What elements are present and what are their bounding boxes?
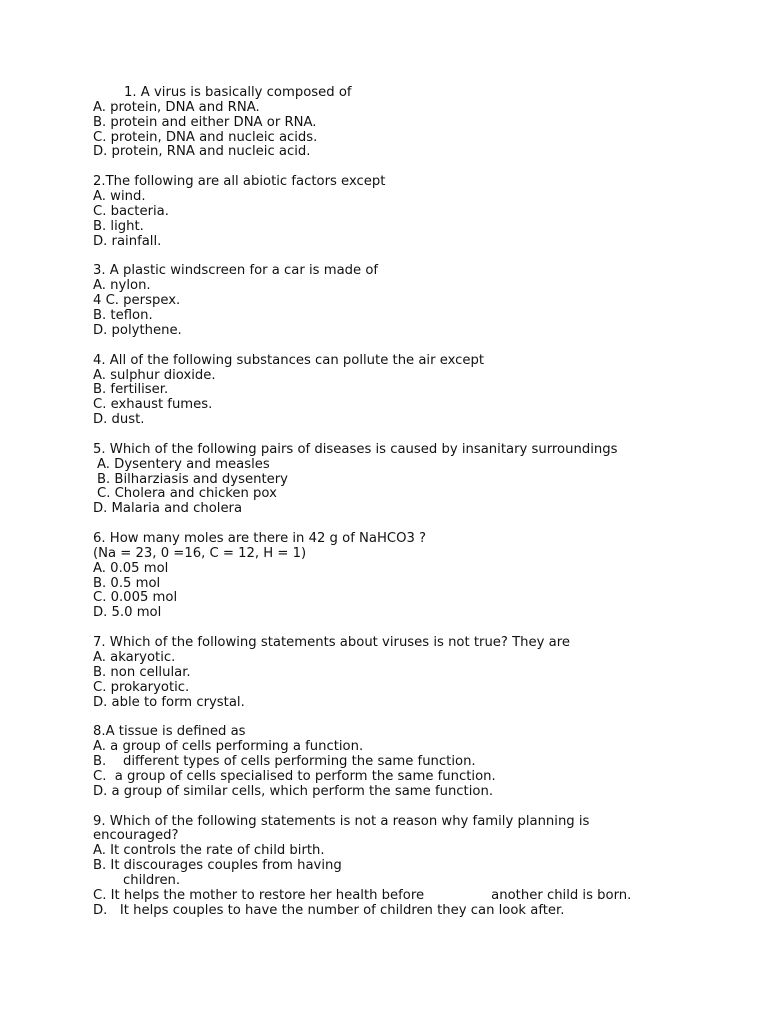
option-d: D. dust. [93,412,145,428]
option-c: 4 C. perspex. [93,293,181,309]
question-2 [93,175,733,249]
question-stem: 6. How many moles are there in 42 g of NaHCO3 ? [93,531,427,547]
option-d: D. It helps couples to have the number of children they can look after. [93,902,565,918]
question-stem: 7. Which of the following statements about viruses is not true? They are [93,635,570,651]
question-5 [93,443,733,517]
exam-document [93,86,733,934]
question-given-data: (Na = 23, 0 =16, C = 12, H = 1) [93,545,307,561]
question-stem: 5. Which of the following pairs of diseases is caused by insanitary surroundings [93,441,618,457]
option-b: B. It discourages couples from having [93,858,342,874]
question-stem: 2.The following are all abiotic factors except [93,174,386,190]
option-a: A. 0.05 mol [93,560,169,576]
option-a: A. nylon. [93,278,151,294]
option-c: C. prokaryotic. [93,679,190,695]
option-a: A. protein, DNA and RNA. [93,99,260,115]
option-c: C. exhaust fumes. [93,397,213,413]
option-b: B. teflon. [93,307,153,323]
option-c: C. 0.005 mol [93,590,178,606]
option-b: B. non cellular. [93,664,191,680]
option-c: C. a group of cells specialised to perform the same function. [93,768,496,784]
question-stem: 4. All of the following substances can pollute the air except [93,352,485,368]
option-d: D. protein, RNA and nucleic acid. [93,144,311,160]
option-d: D. Malaria and cholera [93,501,243,517]
option-d: D. polythene. [93,322,182,338]
option-c: C. bacteria. [93,203,169,219]
option-d: D. rainfall. [93,233,162,249]
question-stem: 3. A plastic windscreen for a car is made of [93,263,379,279]
question-8 [93,725,733,799]
option-a: A. wind. [93,189,146,205]
option-b: B. different types of cells performing the same function. [93,754,476,770]
question-6 [93,532,733,621]
question-4 [93,354,733,428]
question-9 [93,815,733,919]
option-d: D. able to form crystal. [93,694,245,710]
question-1 [93,86,733,160]
option-b: B. Bilharziasis and dysentery [97,471,288,487]
option-c: C. It helps the mother to restore her health before another child is born. [93,887,632,903]
question-stem: 1. A virus is basically composed of [124,85,352,100]
option-c: C. protein, DNA and nucleic acids. [93,129,318,145]
option-a: A. Dysentery and measles [97,456,270,472]
question-7 [93,636,733,710]
option-b-continuation: children. [123,872,181,888]
option-a: A. akaryotic. [93,650,176,665]
option-b: B. protein and either DNA or RNA. [93,114,317,130]
option-b: B. light. [93,218,144,234]
question-3 [93,264,733,338]
question-stem: 9. Which of the following statements is not a reason why family planning is [93,813,590,829]
option-d: D. 5.0 mol [93,605,162,621]
question-stem-continuation: encouraged? [93,828,179,844]
option-a: A. sulphur dioxide. [93,367,216,383]
option-b: B. 0.5 mol [93,575,161,591]
question-stem: 8.A tissue is defined as [93,724,246,740]
option-d: D. a group of similar cells, which perform the same function. [93,783,494,799]
option-a: A. It controls the rate of child birth. [93,843,325,859]
option-a: A. a group of cells performing a function. [93,739,364,755]
option-c: C. Cholera and chicken pox [97,486,277,502]
option-b: B. fertiliser. [93,382,169,398]
